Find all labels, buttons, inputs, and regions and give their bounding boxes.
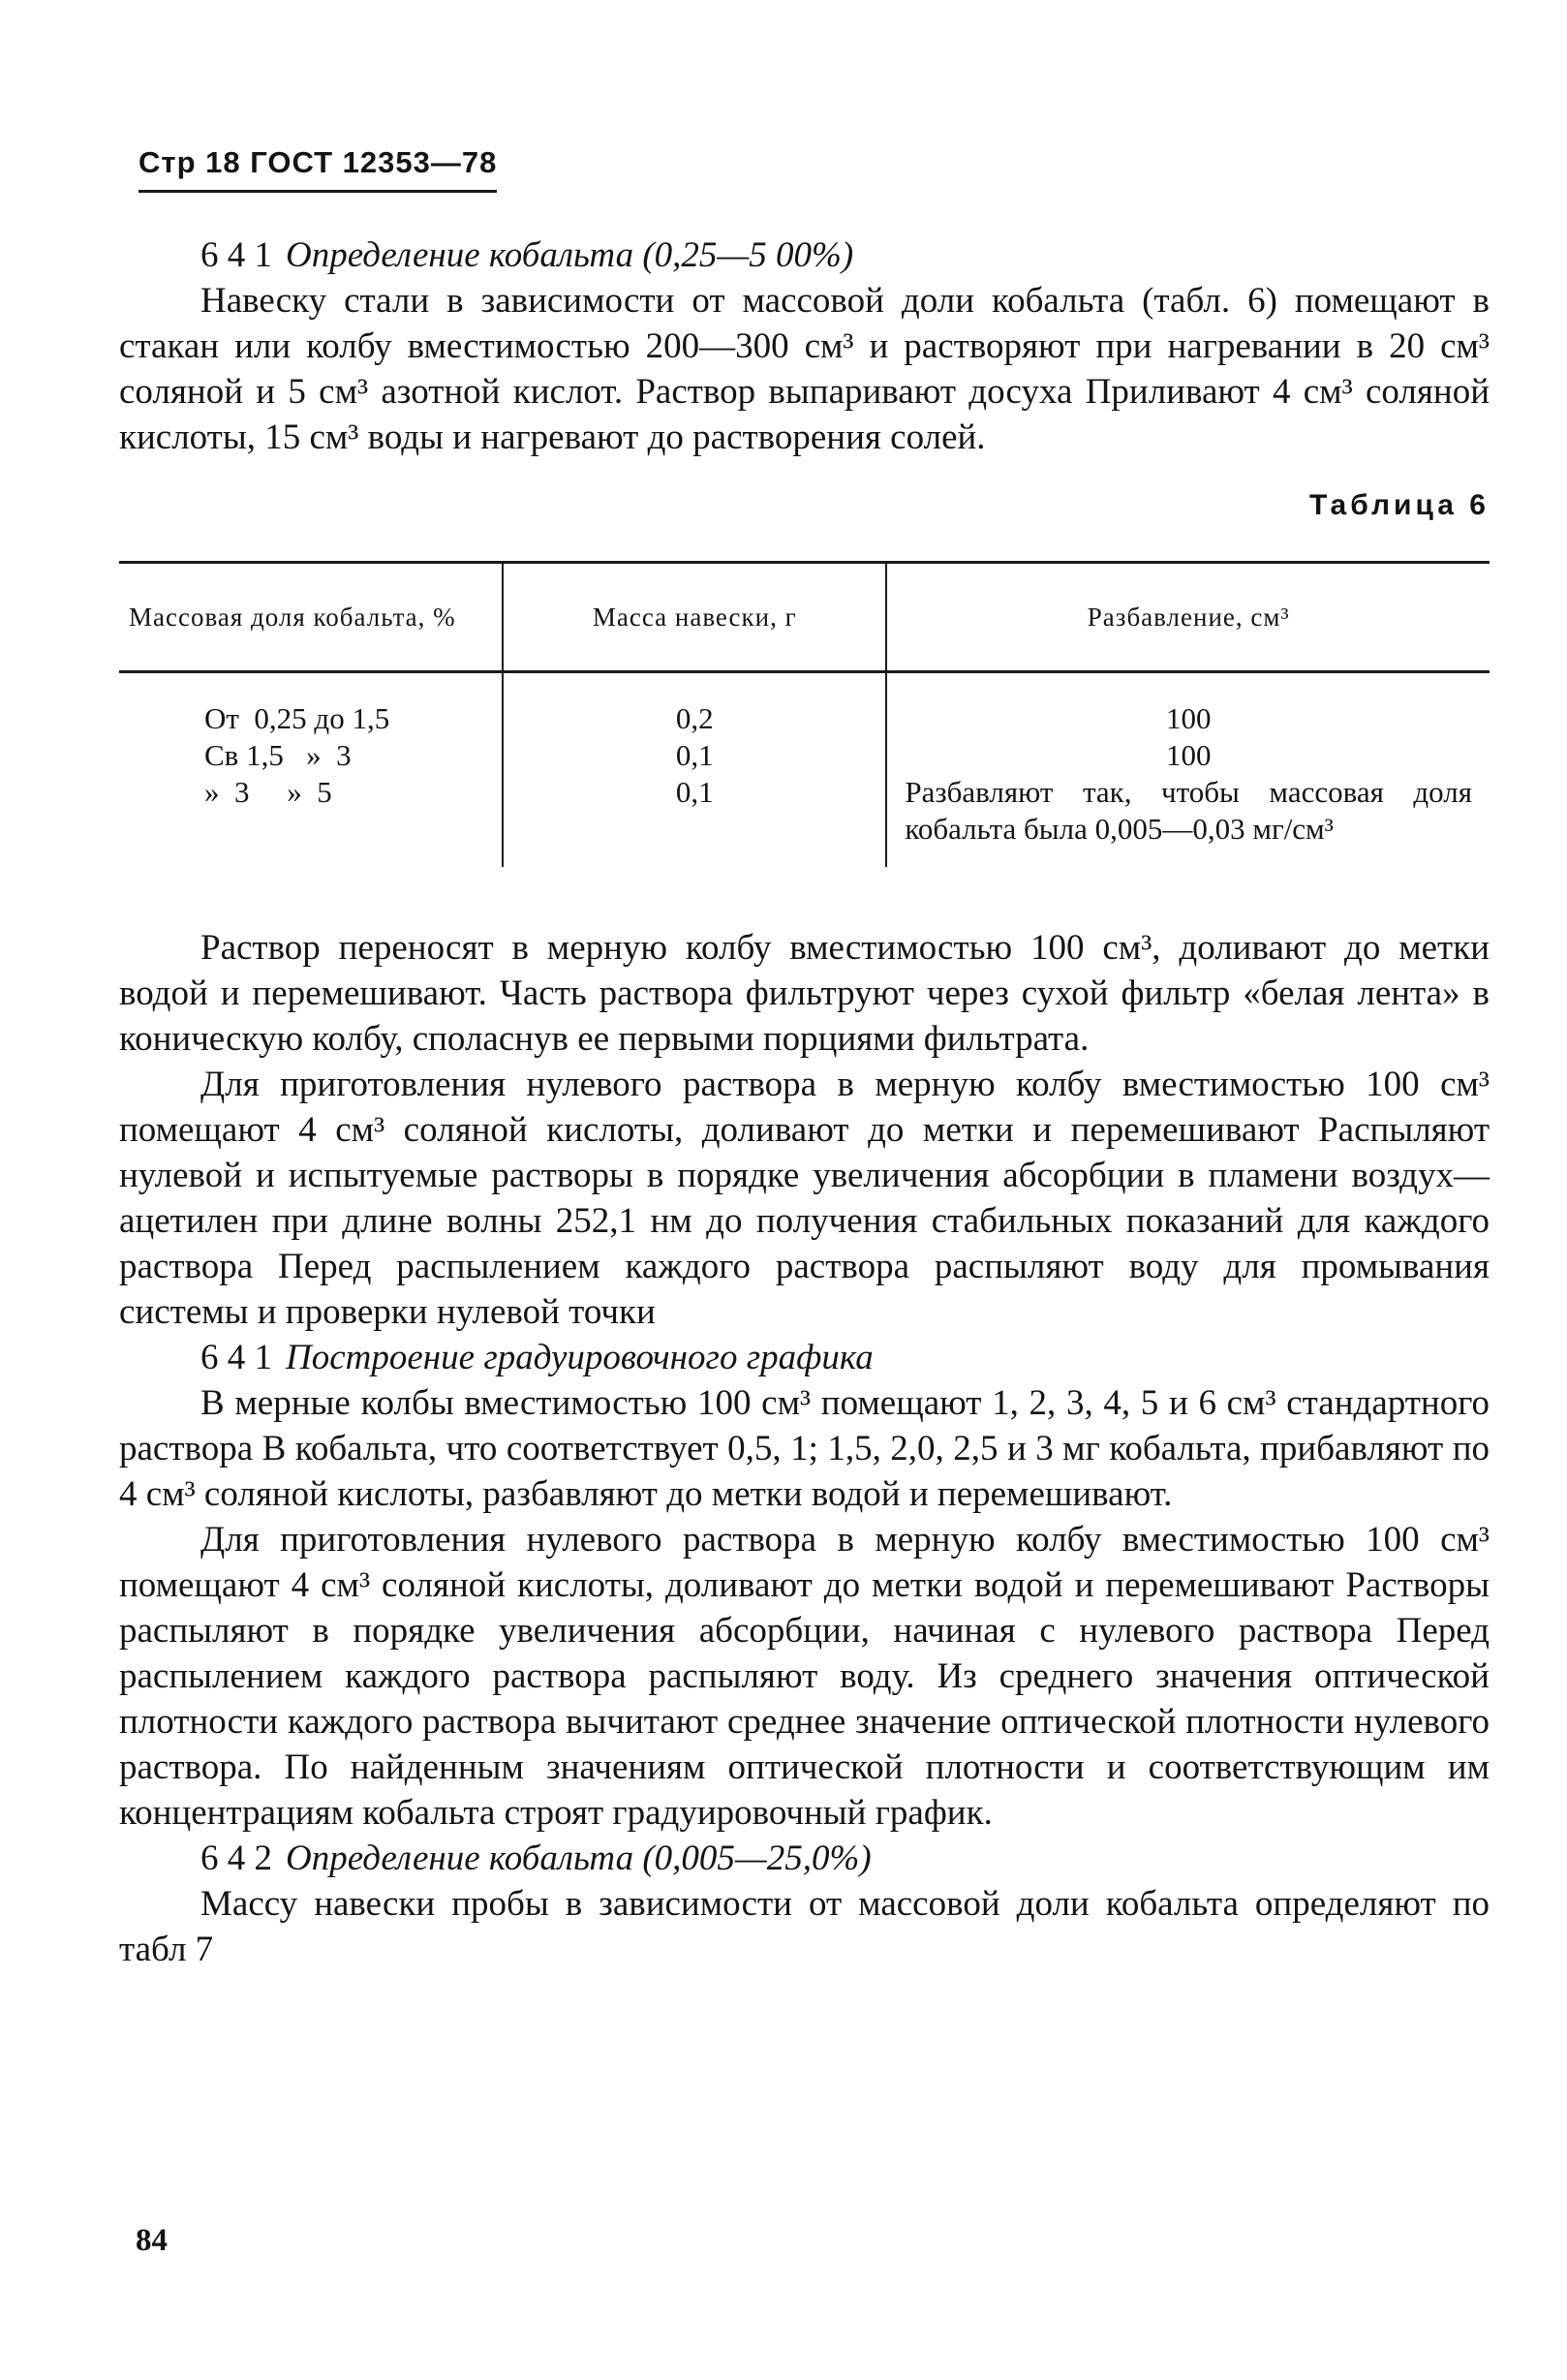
cobalt-fraction-cell — [119, 672, 503, 868]
sample-mass-value: 0,2 — [675, 701, 714, 735]
table-caption: Таблица 6 — [1308, 489, 1490, 521]
dilution-table — [119, 561, 1490, 867]
dilution-cell — [886, 672, 1490, 868]
paragraph-standard-solutions: В мерные колбы вместимостью 100 см³ помещают 1, 2, 3, 4, 5 и 6 см³ стандартного раствора В кобальта, что соответствует 0,5, 1; 1,5, 2,0, 2,5 и 3 мг кобальта, прибавляют по 4 см³ соляной кислоты, разбавляют до метки водой и перемешивают. — [119, 1383, 1490, 1514]
column-header-sample-mass: Масса навески, г — [503, 563, 886, 672]
paragraph-sample-preparation: Навеску стали в зависимости от массовой доли кобальта (табл. 6) помещают в стакан или колбу вместимостью 200—300 см³ и растворяют при нагревании в 20 см³ соляной и 5 см³ азотной кислот. Раствор выпаривают досуха Приливают 4 см³ соляной кислоты, 15 см³ воды и нагревают до растворения солей. — [119, 281, 1490, 457]
page-content — [119, 232, 1490, 1972]
cobalt-fraction-range: » 3 » 5 — [204, 775, 332, 809]
cobalt-fraction-range: От 0,25 до 1,5 — [204, 701, 390, 735]
sample-mass-value: 0,1 — [675, 738, 714, 772]
sample-mass-cell — [503, 672, 886, 868]
section-title: Построение градуировочного графика — [286, 1338, 874, 1377]
paragraph-solution-transfer: Раствор переносят в мерную колбу вместимостью 100 см³, доливают до метки водой и перемешивают. Часть раствора фильтруют через сухой фильтр «белая лента» в коническую колбу, споласнув ее первыми порциями фильтрата. — [119, 928, 1490, 1059]
cobalt-fraction-range: Св 1,5 » 3 — [204, 738, 352, 772]
dilution-value: 100 — [1165, 701, 1212, 735]
paragraph-sample-mass-reference: Массу навески пробы в зависимости от массовой доли кобальта определяют по табл 7 — [119, 1884, 1490, 1969]
page-number: 84 — [136, 2223, 168, 2258]
dilution-note: Разбавляют так, чтобы массовая доля кобальта была 0,005—0,03 мг/см³ — [905, 775, 1472, 846]
section-number: 6 4 1 — [200, 235, 272, 275]
section-title: Определение кобальта (0,005—25,0%) — [286, 1839, 872, 1878]
section-heading-cobalt-determination — [119, 232, 1490, 278]
section-number: 6 4 1 — [200, 1338, 272, 1377]
section-heading-cobalt-low-range — [119, 1836, 1490, 1881]
paragraph-calibration-procedure: Для приготовления нулевого раствора в мерную колбу вместимостью 100 см³ помещают 4 см³ соляной кислоты, доливают до метки водой и перемешивают Растворы распыляют в порядке увеличения абсорбции, начиная с нулевого раствора Перед распылением каждого раствора распыляют воду. Из среднего значения оптической плотности каждого раствора вычитают среднее значение оптической плотности нулевого раствора. По найденным значениям оптической плотности и соответствующим им концентрациям кобальта строят градуировочный график. — [119, 1520, 1490, 1833]
paragraph-zero-solution: Для приготовления нулевого раствора в мерную колбу вместимостью 100 см³ помещают 4 см³ соляной кислоты, доливают до метки и перемешивают Распыляют нулевой и испытуемые растворы в порядке увеличения абсорбции в пламени воздух—ацетилен при длине волны 252,1 нм до получения стабильных показаний для каждого раствора Перед распылением каждого раствора распыляют воду для промывания системы и проверки нулевой точки — [119, 1065, 1490, 1332]
section-title: Определение кобальта (0,25—5 00%) — [286, 235, 854, 275]
page-header: Стр 18 ГОСТ 12353—78 — [138, 145, 497, 193]
section-number: 6 4 2 — [200, 1839, 272, 1878]
dilution-value: 100 — [1165, 738, 1212, 772]
section-heading-calibration-graph — [119, 1335, 1490, 1380]
table-header-row — [119, 563, 1490, 672]
table-row — [119, 672, 1490, 868]
sample-mass-value: 0,1 — [675, 775, 714, 809]
column-header-dilution: Разбавление, см³ — [886, 563, 1490, 672]
column-header-cobalt-fraction: Массовая доля кобальта, % — [119, 563, 503, 672]
